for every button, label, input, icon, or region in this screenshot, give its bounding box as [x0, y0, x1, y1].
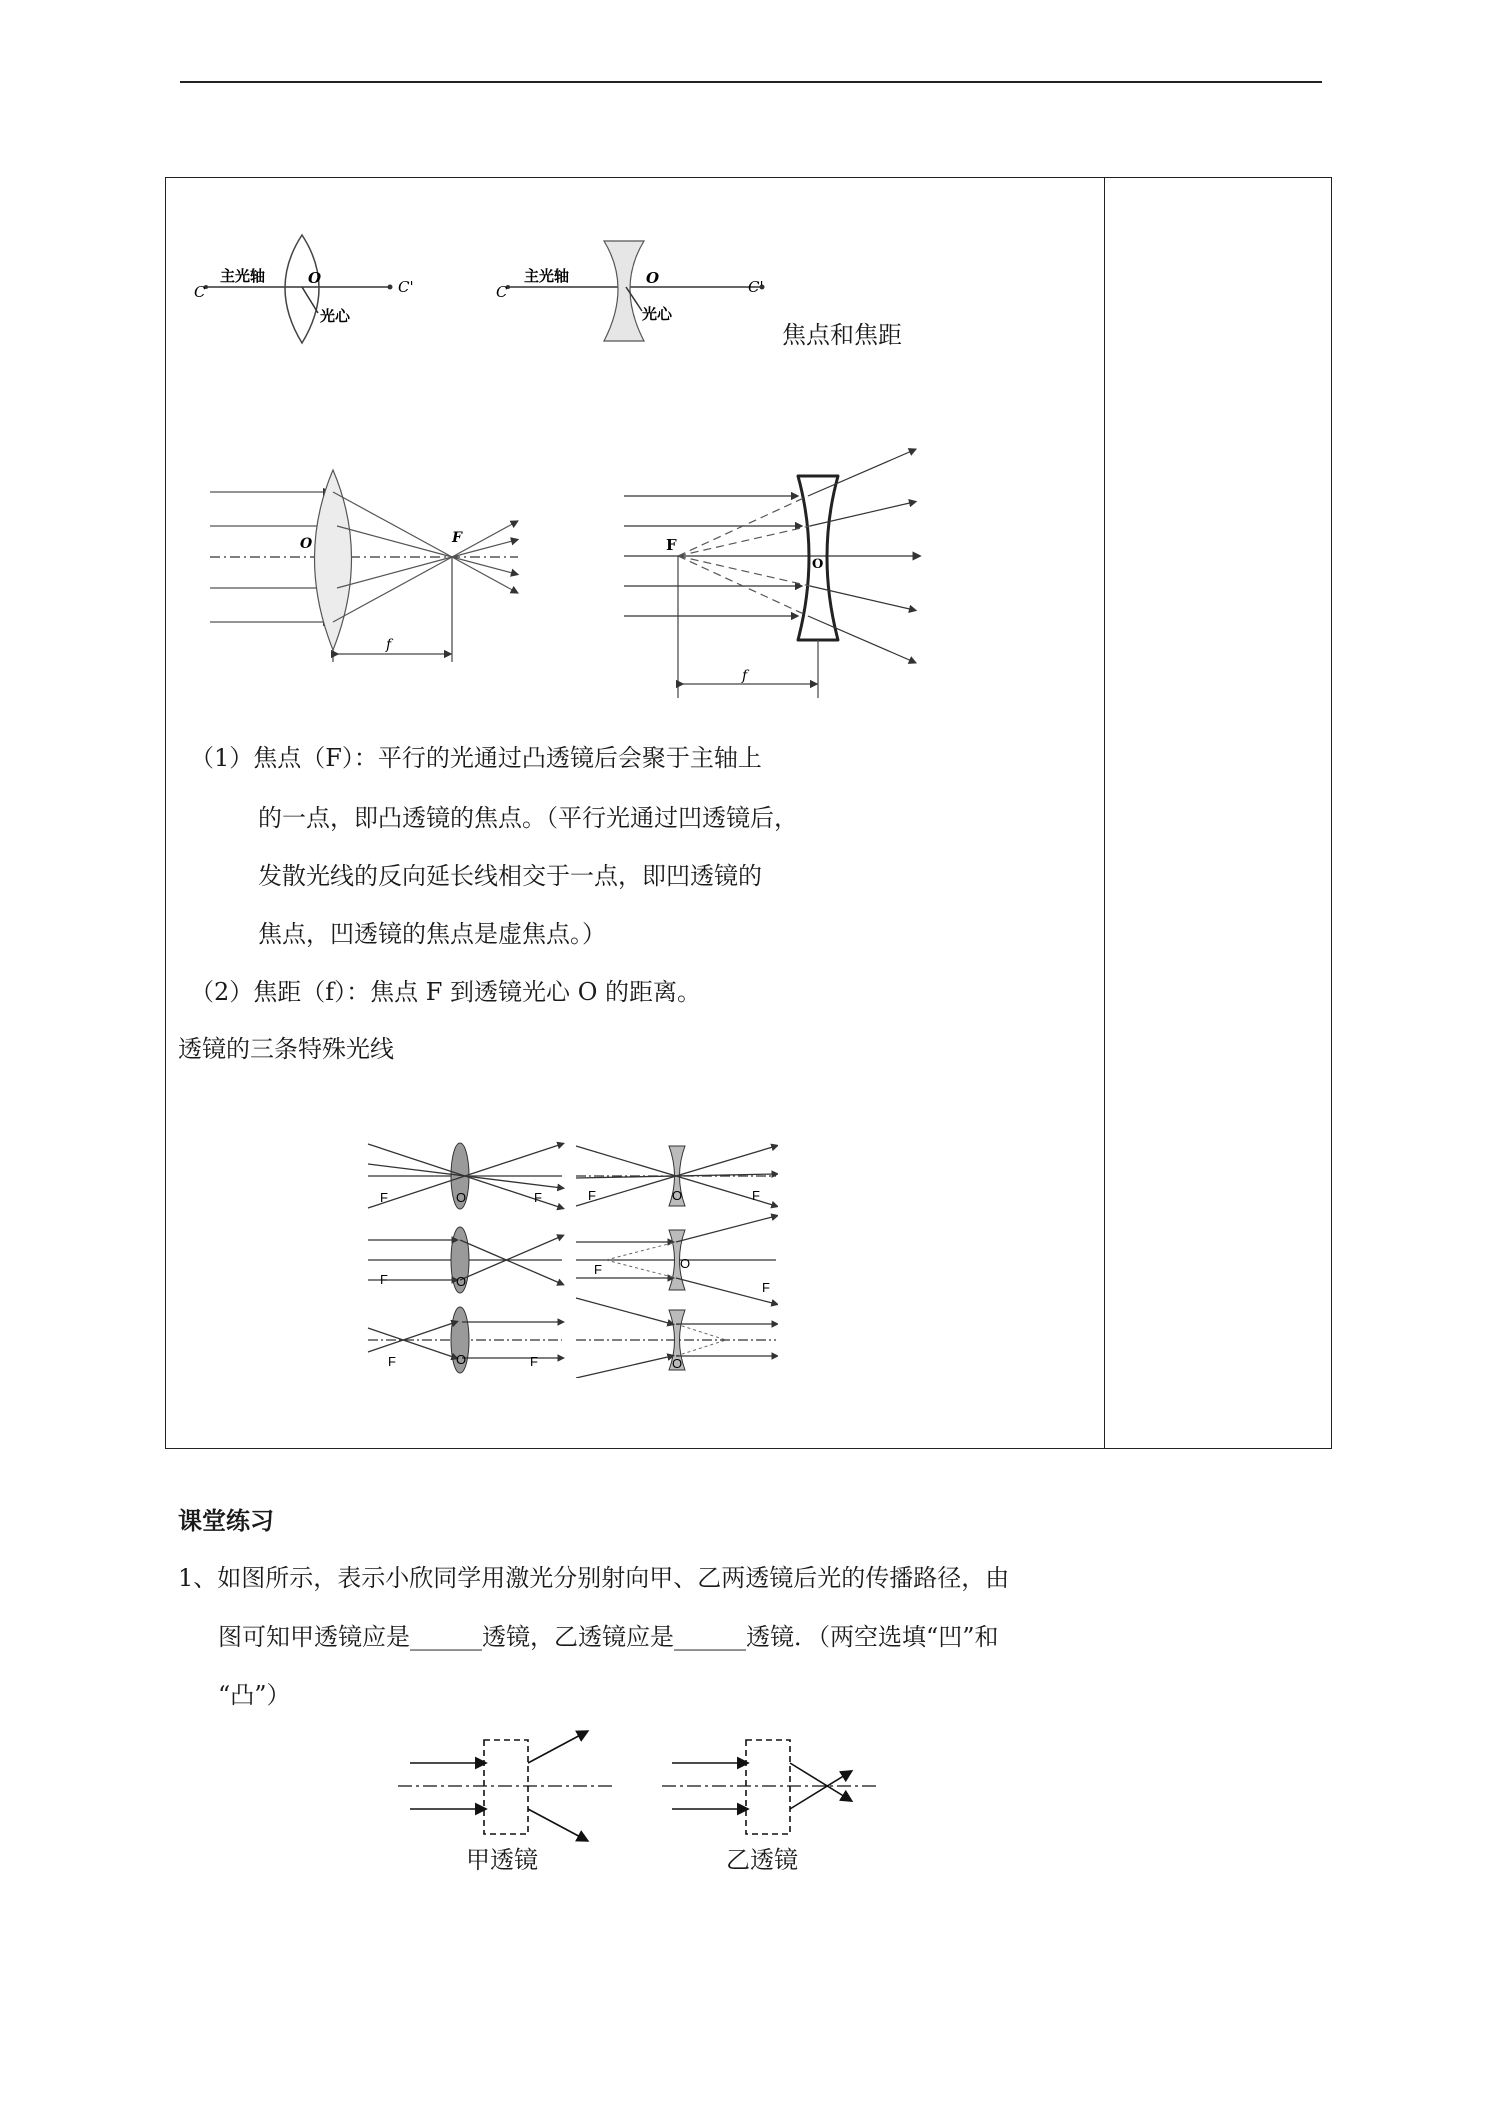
label-c-prime: C' [398, 278, 414, 296]
label-o: O [308, 269, 322, 287]
lens-axis-diagram [190, 225, 790, 355]
heading-three-special-rays: 透镜的三条特殊光线 [178, 1035, 394, 1063]
label-f-r1c-right: F [752, 1188, 760, 1203]
label-c-prime-2: C' [748, 278, 764, 296]
question1-line2: 图可知甲透镜应是______透镜，乙透镜应是______透镜．（两空选填“凹”和 [218, 1623, 999, 1651]
question1-line1: 1、如图所示，表示小欣同学用激光分别射向甲、乙两透镜后光的传播路径，由 [178, 1564, 1010, 1592]
lens-jia [398, 1732, 614, 1840]
focus-definition-line2: 的一点，即凸透镜的焦点。（平行光通过凹透镜后， [258, 804, 798, 832]
concave-lens-axis [496, 241, 765, 341]
label-o-r2: O [456, 1274, 467, 1289]
concave-lens-focus [624, 450, 918, 698]
convex-ray-parallel [368, 1227, 562, 1293]
label-lens-jia: 甲透镜 [466, 1847, 538, 1874]
label-f-r1-right: F [534, 1190, 542, 1205]
label-o-r1: O [456, 1190, 467, 1205]
special-rays-diagram [366, 1128, 778, 1378]
label-c-2: C [496, 283, 508, 301]
focus-definition-line4: 焦点，凹透镜的焦点是虚焦点。） [258, 920, 606, 948]
table-column-divider [1104, 177, 1105, 1449]
label-f-point-convex: F [452, 530, 462, 546]
laser-lens-diagram [390, 1718, 890, 1874]
focus-definition-line3: 发散光线的反向延长线相交于一点，即凹透镜的 [258, 862, 762, 890]
label-optical-center-2: 光心 [642, 305, 673, 323]
label-f-point-concave: F [666, 536, 677, 554]
label-f-r3-left: F [388, 1354, 396, 1369]
label-lens-yi: 乙透镜 [726, 1847, 798, 1874]
focus-definition-line1: （1）焦点（F）：平行的光通过凸透镜后会聚于主轴上 [190, 744, 762, 772]
label-f-r2c-left: F [594, 1262, 602, 1277]
question1-line3: “凸”） [218, 1681, 291, 1709]
label-focal-length-convex: f [386, 637, 392, 653]
label-o-2: O [646, 269, 660, 287]
label-f-r2-left: F [380, 1272, 388, 1287]
convex-ray-focus [368, 1307, 562, 1373]
label-o-convex: O [300, 536, 313, 552]
label-principal-axis: 主光轴 [220, 267, 266, 285]
label-o-r3: O [456, 1352, 467, 1367]
convex-lens-focus [210, 470, 518, 662]
convex-ray-center [368, 1143, 562, 1209]
focal-length-definition: （2）焦距（f）：焦点 F 到透镜光心 O 的距离。 [190, 978, 701, 1006]
focus-diagrams [200, 440, 940, 710]
label-principal-axis-2: 主光轴 [524, 267, 570, 285]
label-f-r1c-left: F [588, 1188, 596, 1203]
header-rule [180, 81, 1322, 83]
label-focal-length-concave: f [742, 668, 748, 684]
concave-ray-focus [576, 1298, 776, 1378]
lens-yi [662, 1740, 880, 1834]
convex-lens-axis [194, 235, 414, 343]
label-f-r1-left: F [380, 1190, 388, 1205]
label-o-r1c: O [672, 1188, 683, 1203]
label-o-concave: O [812, 557, 824, 572]
label-c: C [194, 283, 206, 301]
concave-ray-center [576, 1146, 776, 1206]
concave-ray-parallel [576, 1216, 776, 1304]
label-o-r3c: O [672, 1356, 683, 1371]
heading-focus-and-focal-length: 焦点和焦距 [782, 321, 902, 349]
label-optical-center: 光心 [320, 307, 351, 325]
label-f-r2c-right: F [762, 1280, 770, 1295]
practice-title: 课堂练习 [178, 1506, 274, 1535]
label-f-r3-right: F [530, 1354, 538, 1369]
label-o-r2c: O [680, 1256, 691, 1271]
